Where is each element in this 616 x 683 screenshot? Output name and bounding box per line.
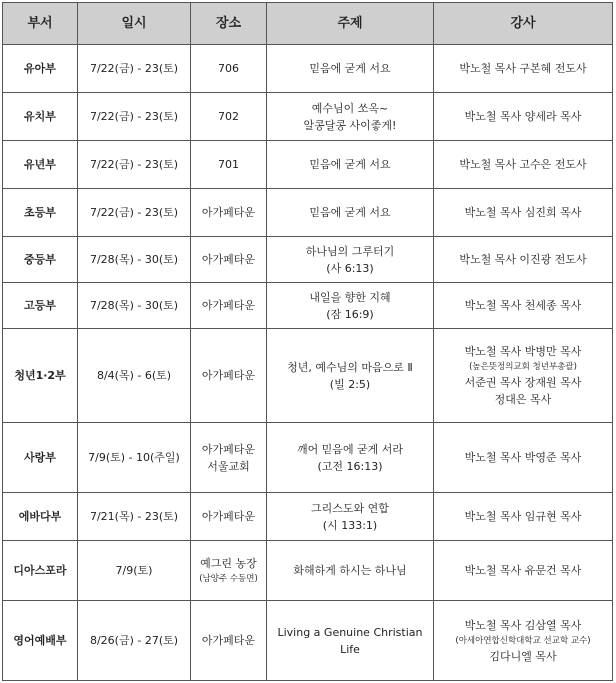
cell-dept: 디아스포라 — [3, 541, 78, 601]
cell-speaker — [434, 423, 613, 493]
cell-place — [191, 601, 267, 681]
topic-line: 하나님의 그루터기 — [305, 244, 395, 258]
cell-topic — [267, 493, 434, 541]
table-row — [3, 423, 613, 493]
topic-line: 믿음에 굳게 서요 — [309, 158, 391, 171]
cell-place — [191, 283, 267, 329]
place-line: 706 — [218, 62, 239, 75]
table-row — [3, 237, 613, 283]
place-note: (남양주 수동면) — [199, 574, 258, 584]
table-row — [3, 283, 613, 329]
table-row — [3, 601, 613, 681]
cell-date: 7/9(토) - 10(주일) — [78, 423, 191, 493]
topic-line: 믿음에 굳게 서요 — [309, 206, 391, 219]
cell-dept: 청년1·2부 — [3, 329, 78, 423]
place-line: 아가페타운 — [201, 634, 256, 647]
cell-date: 7/28(목) - 30(토) — [78, 237, 191, 283]
speaker-note: (아세아연합신학대학교 선교학 교수) — [455, 635, 591, 646]
topic-line: (빌 2:5) — [329, 377, 371, 391]
header-place: 장소 — [191, 3, 267, 45]
topic-line: 깨어 믿음에 굳게 서라 — [296, 442, 404, 456]
speaker-line: 박노철 목사 구본혜 전도사 — [459, 62, 587, 75]
speaker-line: 김다니엘 목사 — [489, 649, 557, 663]
cell-dept: 사랑부 — [3, 423, 78, 493]
cell-topic — [267, 541, 434, 601]
cell-topic — [267, 237, 434, 283]
speaker-line: 정대은 목사 — [494, 393, 552, 406]
speaker-line: 박노철 목사 고수은 전도사 — [459, 158, 587, 171]
cell-date: 7/22(금) - 23(토) — [78, 45, 191, 93]
cell-topic — [267, 189, 434, 237]
cell-topic — [267, 141, 434, 189]
place-line: 아가페타운 — [201, 442, 256, 456]
speaker-line: 박노철 목사 심진희 목사 — [464, 206, 582, 219]
table-row — [3, 493, 613, 541]
cell-date: 8/26(금) - 27(토) — [78, 601, 191, 681]
cell-place — [191, 329, 267, 423]
table-row — [3, 541, 613, 601]
cell-place — [191, 189, 267, 237]
cell-topic — [267, 283, 434, 329]
cell-topic — [267, 423, 434, 493]
place-line: 701 — [218, 158, 239, 171]
topic-line: 알콩달콩 사이좋게! — [303, 118, 397, 132]
header-speaker: 강사 — [434, 3, 613, 45]
place-line: 아가페타운 — [201, 206, 256, 219]
cell-date: 7/22(금) - 23(토) — [78, 93, 191, 141]
place-line: 702 — [218, 110, 239, 123]
speaker-line: 서준권 목사 장재원 목사 — [464, 376, 582, 389]
cell-dept: 고등부 — [3, 283, 78, 329]
place-line: 아가페타운 — [201, 253, 256, 266]
cell-dept: 유년부 — [3, 141, 78, 189]
topic-line: 청년, 예수님의 마음으로 Ⅱ — [287, 360, 413, 374]
cell-speaker — [434, 329, 613, 423]
speaker-line: 박노철 목사 박영준 목사 — [464, 451, 582, 464]
header-date: 일시 — [78, 3, 191, 45]
cell-speaker — [434, 93, 613, 141]
topic-line: (사 6:13) — [326, 261, 374, 275]
cell-place — [191, 541, 267, 601]
cell-speaker — [434, 541, 613, 601]
cell-place — [191, 45, 267, 93]
topic-line: 예수님이 쏘옥~ — [311, 101, 389, 115]
topic-line: Living a Genuine Christian — [277, 625, 423, 639]
cell-dept: 유치부 — [3, 93, 78, 141]
cell-date: 8/4(목) - 6(토) — [78, 329, 191, 423]
speaker-line: 박노철 목사 김삼열 목사 — [464, 618, 582, 632]
cell-date: 7/9(토) — [78, 541, 191, 601]
place-line: 아가페타운 — [201, 510, 256, 523]
topic-line: (잠 16:9) — [326, 307, 374, 321]
speaker-line: 박노철 목사 박병만 목사 — [464, 345, 582, 358]
table-body — [3, 45, 613, 681]
speaker-line: 박노철 목사 천세종 목사 — [464, 299, 582, 312]
cell-speaker — [434, 601, 613, 681]
cell-speaker — [434, 283, 613, 329]
cell-speaker — [434, 493, 613, 541]
speaker-line: 박노철 목사 유문건 목사 — [464, 564, 582, 577]
speaker-line: 박노철 목사 임규현 목사 — [464, 510, 582, 523]
cell-speaker — [434, 237, 613, 283]
cell-place — [191, 423, 267, 493]
place-line: 아가페타운 — [201, 369, 256, 382]
place-line: 예그린 농장 — [200, 557, 257, 570]
schedule-table — [2, 2, 613, 681]
table-row — [3, 141, 613, 189]
cell-dept: 중등부 — [3, 237, 78, 283]
header-topic: 주제 — [267, 3, 434, 45]
speaker-line: 박노철 목사 이진광 전도사 — [459, 253, 587, 266]
topic-line: (고전 16:13) — [317, 459, 383, 473]
cell-dept: 에바다부 — [3, 493, 78, 541]
header-row — [3, 3, 613, 45]
topic-line: 믿음에 굳게 서요 — [309, 62, 391, 75]
header-dept: 부서 — [3, 3, 78, 45]
cell-dept: 유아부 — [3, 45, 78, 93]
cell-date: 7/22(금) - 23(토) — [78, 141, 191, 189]
cell-speaker — [434, 141, 613, 189]
place-line: 서울교회 — [207, 459, 250, 473]
speaker-line: 박노철 목사 양세라 목사 — [464, 110, 582, 123]
cell-date: 7/22(금) - 23(토) — [78, 189, 191, 237]
cell-place — [191, 237, 267, 283]
cell-topic — [267, 93, 434, 141]
cell-place — [191, 493, 267, 541]
cell-speaker — [434, 189, 613, 237]
topic-line: 내일을 향한 지혜 — [309, 290, 391, 304]
topic-line: Life — [340, 642, 360, 656]
table-row — [3, 45, 613, 93]
table-row — [3, 189, 613, 237]
cell-topic — [267, 329, 434, 423]
topic-line: 그리스도와 연합 — [311, 501, 389, 515]
cell-date: 7/28(목) - 30(토) — [78, 283, 191, 329]
cell-dept: 영어예배부 — [3, 601, 78, 681]
place-line: 아가페타운 — [201, 299, 256, 312]
speaker-note: (높은뜻정의교회 청년부총괄) — [469, 362, 577, 372]
cell-dept: 초등부 — [3, 189, 78, 237]
cell-speaker — [434, 45, 613, 93]
cell-place — [191, 93, 267, 141]
cell-date: 7/21(목) - 23(토) — [78, 493, 191, 541]
topic-line: (시 133:1) — [322, 518, 378, 532]
cell-topic — [267, 601, 434, 681]
cell-topic — [267, 45, 434, 93]
cell-place — [191, 141, 267, 189]
table-row — [3, 93, 613, 141]
table-row — [3, 329, 613, 423]
topic-line: 화해하게 하시는 하나님 — [293, 564, 407, 577]
